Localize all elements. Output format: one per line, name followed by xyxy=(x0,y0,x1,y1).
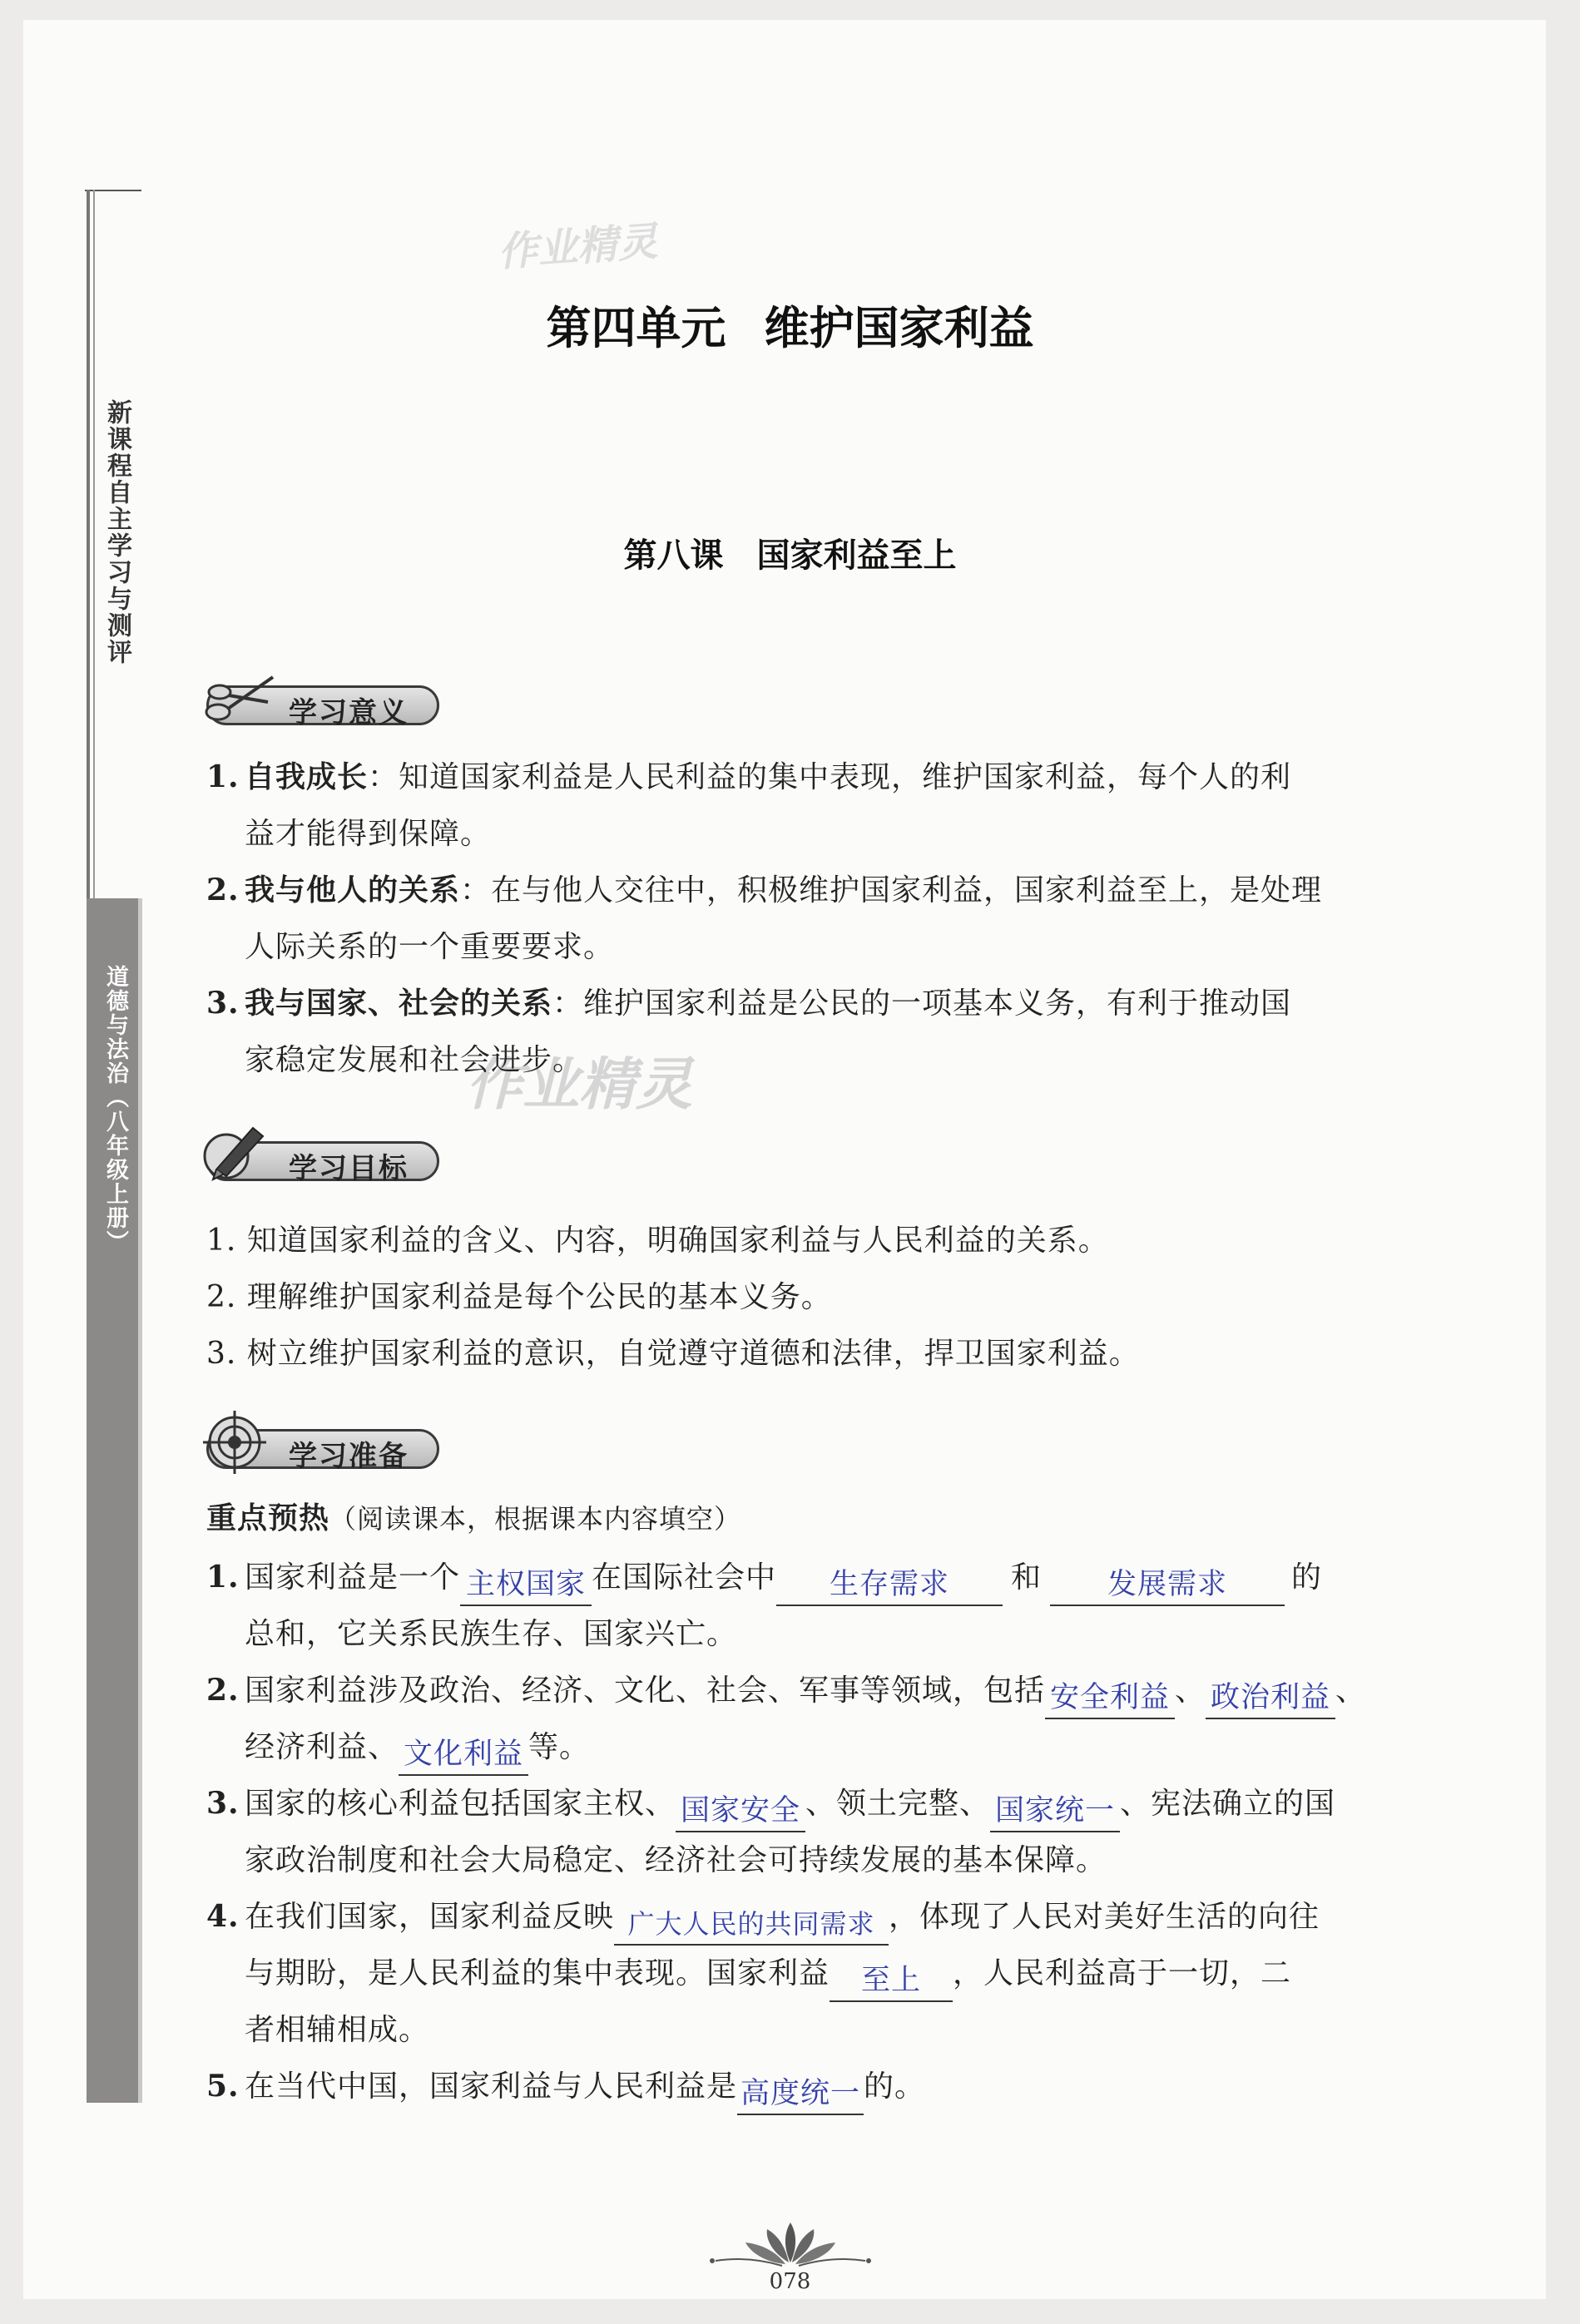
section-significance-title: 学习意义 xyxy=(289,696,409,729)
pen-icon xyxy=(201,1121,276,1188)
lesson-title xyxy=(0,529,1580,576)
section-preparation-title: 学习准备 xyxy=(289,1440,409,1473)
footer-ornament xyxy=(0,2219,1580,2272)
goal-item-2: 2. 理解维护国家利益是每个公民的基本义务。 xyxy=(206,1280,832,1314)
answer-blank[interactable]: 政治利益 xyxy=(1206,1679,1335,1719)
watermark-top: 作业精灵 xyxy=(496,218,660,276)
answer-blank[interactable]: 国家安全 xyxy=(676,1792,805,1832)
sidebar-subject-edge xyxy=(138,898,142,2103)
answer-blank[interactable]: 安全利益 xyxy=(1045,1679,1175,1719)
answer-blank[interactable]: 发展需求 xyxy=(1050,1566,1285,1606)
target-icon xyxy=(201,1409,276,1476)
fill-question-5: 5. 在当代中国，国家利益与人民利益是 高度统一 的。 xyxy=(206,2058,1404,2115)
significance-item-1: 1. 自我成长：知道国家利益是人民利益的集中表现，维护国家利益，每个人的利 益才能得到保障。 xyxy=(206,759,1292,851)
watermark-middle: 作业精灵 xyxy=(466,1052,693,1118)
fill-question-4: 4. 在我们国家，国家利益反映 广大人民的共同需求 ，体现了人民对美好生活的向往 与期盼，是人民利益的集中表现。国家利益 至上 ，人民利益高于一切，二 者相辅相成。 xyxy=(206,1899,1320,2047)
leaf-ornament-icon xyxy=(699,2219,882,2269)
unit-title xyxy=(0,293,1580,357)
goal-item-1: 1. 知道国家利益的含义、内容，明确国家利益与人民利益的关系。 xyxy=(206,1224,1109,1258)
section-goals-title: 学习目标 xyxy=(289,1152,409,1185)
sidebar-subject: 道德与法治（八年级上册） xyxy=(102,965,128,1254)
significance-item-2: 2. 我与他人的关系：在与他人交往中，积极维护国家利益，国家利益至上，是处理 人际关系的一个重要要求。 xyxy=(206,873,1323,964)
page-number: 078 xyxy=(769,2269,811,2294)
lesson-title-number: 第八课 xyxy=(623,536,724,575)
fill-question-2: 2. 国家利益涉及政治、经济、文化、社会、军事等领域，包括 安全利益 、 政治利益 、 经济利益、 文化利益 等。 xyxy=(206,1662,1404,1776)
answer-blank[interactable]: 广大人民的共同需求 xyxy=(614,1906,889,1946)
significance-item-3: 3. 我与国家、社会的关系：维护国家利益是公民的一项基本义务，有利于推动国 家稳定发展和社会进步。 xyxy=(206,986,1292,1077)
goal-item-3: 3. 树立维护国家利益的意识，自觉遵守道德和法律，捍卫国家利益。 xyxy=(206,1337,1140,1371)
answer-blank[interactable]: 至上 xyxy=(830,1962,953,2002)
unit-title-name: 维护国家利益 xyxy=(764,302,1034,354)
preparation-subheading: 重点预热（阅读课本，根据课本内容填空） xyxy=(206,1501,742,1535)
answer-blank[interactable]: 主权国家 xyxy=(460,1566,592,1606)
unit-title-number: 第四单元 xyxy=(546,302,726,354)
answer-blank[interactable]: 国家统一 xyxy=(990,1792,1120,1832)
lesson-title-name: 国家利益至上 xyxy=(756,536,957,575)
sidebar-series-title: 新课程自主学习与测评 xyxy=(102,399,131,665)
fill-question-3: 3. 国家的核心利益包括国家主权、 国家安全 、领土完整、 国家统一 、宪法确立的国 家政治制度和社会大局稳定、经济社会可持续发展的基本保障。 xyxy=(206,1786,1336,1877)
answer-blank[interactable]: 生存需求 xyxy=(776,1566,1003,1606)
answer-blank[interactable]: 文化利益 xyxy=(399,1736,528,1776)
fill-question-1: 1. 国家利益是一个 主权国家 在国际社会中 生存需求 和 发展需求 的 总和，它关系民族生存、国家兴亡。 xyxy=(206,1560,1323,1651)
scissors-icon xyxy=(201,665,276,732)
answer-blank[interactable]: 高度统一 xyxy=(737,2075,864,2115)
